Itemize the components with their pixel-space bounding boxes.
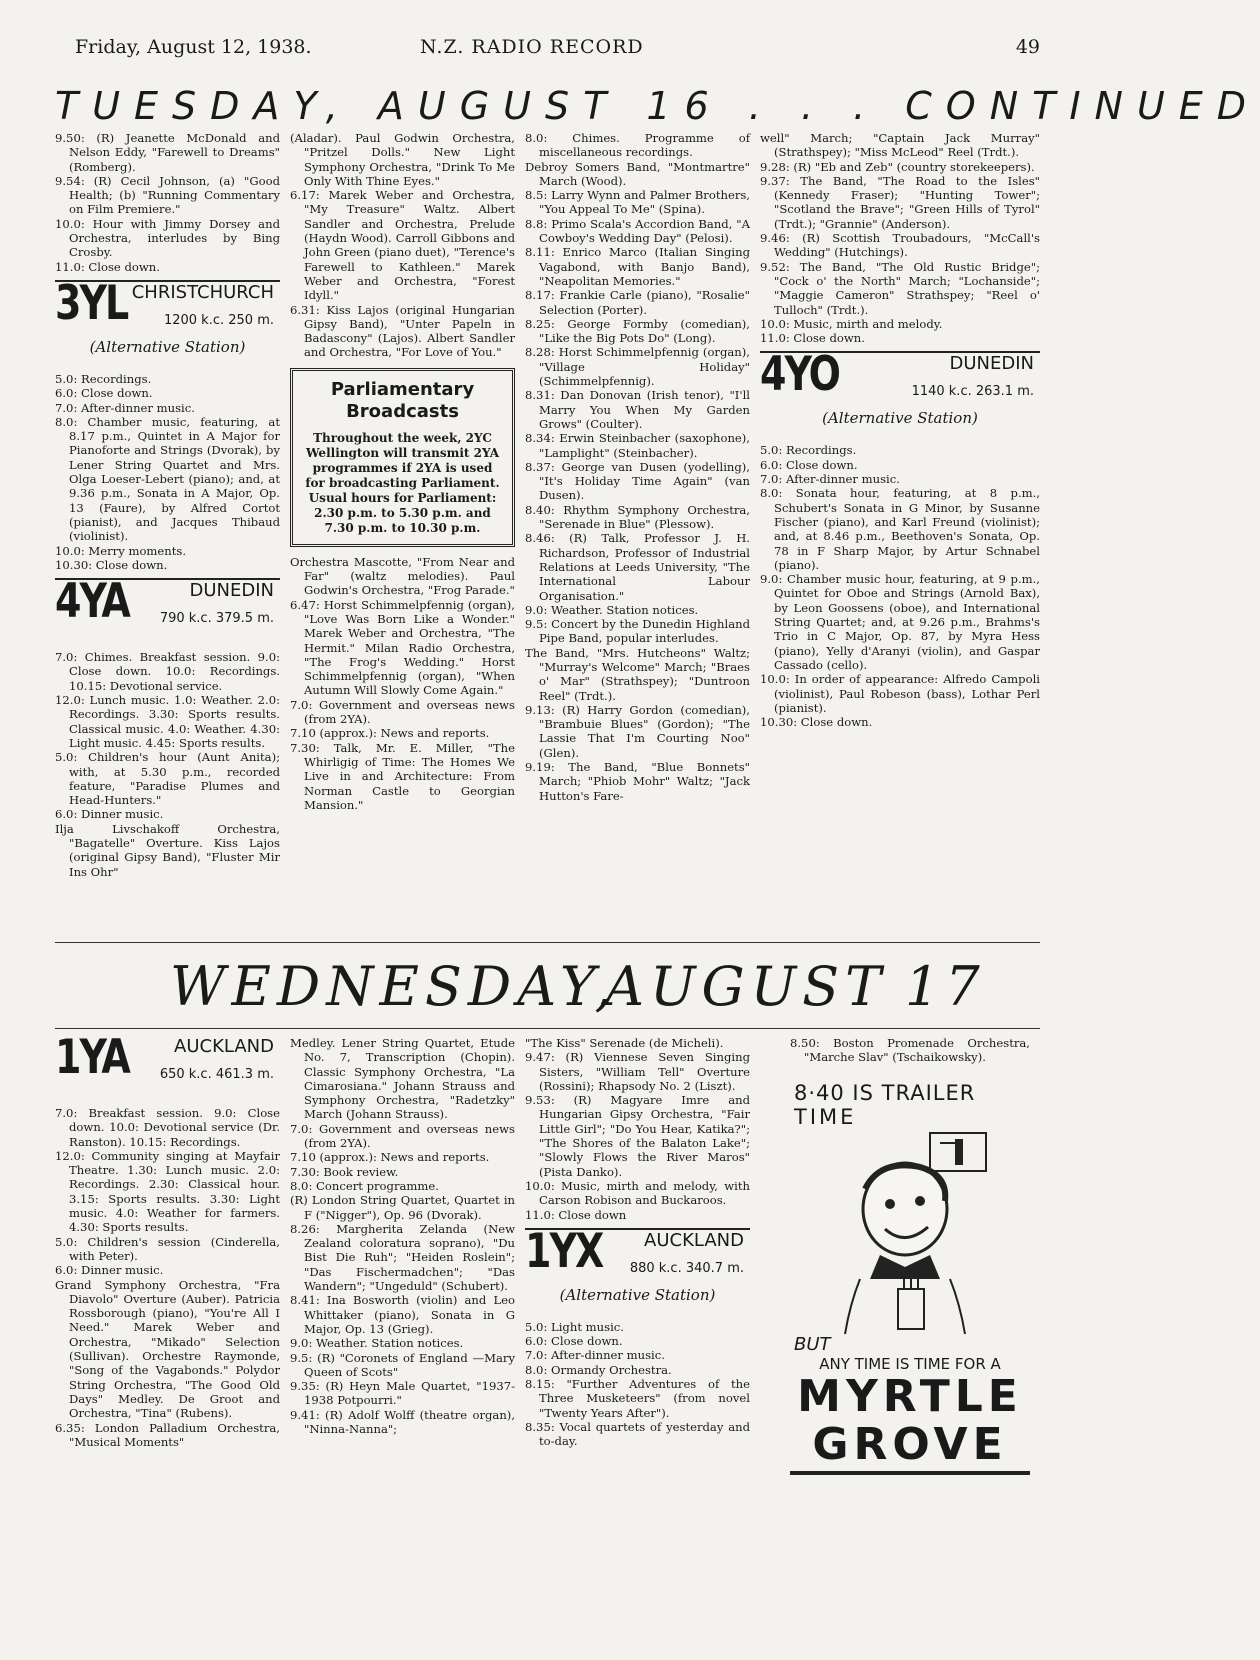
- program-list-1b: [55, 372, 280, 572]
- program-entry: Debroy Somers Band, "Montmartre" March (Wood).: [525, 159, 750, 188]
- program-entry: 7.0: Government and overseas news (from 2YA).: [290, 697, 515, 727]
- heading-month: AUGUST: [605, 955, 888, 1018]
- program-entry: 7.0: After-dinner music.: [55, 400, 195, 415]
- station-1ya: [55, 1029, 280, 1102]
- program-entry: 10.0: Music, mirth and melody, with Carson Robison and Buckaroos.: [525, 1178, 750, 1208]
- program-entry: 8.34: Erwin Steinbacher (saxophone), "Lamplight" (Steinbacher).: [525, 431, 750, 460]
- station-call: 1YA: [55, 1029, 129, 1085]
- program-entry: 8.11: Enrico Marco (Italian Singing Vagabond, with Banjo Band), "Neapolitan Memories.": [525, 245, 750, 288]
- advert-line-1: 8·40 IS TRAILER: [794, 1081, 976, 1105]
- page-number: 49: [1015, 36, 1040, 58]
- program-entry: 8.37: George van Dusen (yodelling), "It's Holiday Time Again" (van Dusen).: [525, 459, 750, 503]
- program-entry: 5.0: Light music.: [525, 1319, 624, 1334]
- program-entry: 12.0: Community singing at Mayfair Theatre. 1.30: Lunch music. 2.0: Recordings. 2.30: Classical hour. 3.15: Sports results. 3.30: Light music. 4.0: Weather for farmers. 4.30: Sports results.: [55, 1148, 280, 1235]
- program-entry: 6.47: Horst Schimmelpfennig (organ), "Love Was Born Like a Wonder." Marek Weber and Orchestra, "The Hermit." Milan Radio Orchestra, "The Frog's Wedding." Horst Schimmelpfennig (organ), "When Autumn Will Slowly Come Again.": [290, 597, 515, 698]
- program-entry: 8.17: Frankie Carle (piano), "Rosalie" Selection (Porter).: [525, 288, 750, 317]
- station-call: 1YX: [525, 1223, 603, 1279]
- station-note: (Alternative Station): [559, 1285, 716, 1304]
- wed-column-2: [290, 1036, 515, 1636]
- program-entry: well" March; "Captain Jack Murray" (Strathspey); "Miss McLeod" Reel (Trdt.).: [760, 131, 1040, 160]
- station-city: CHRISTCHURCH: [131, 281, 274, 303]
- heading-date: 17: [905, 955, 986, 1018]
- program-entry: "The Kiss" Serenade (de Micheli).: [525, 1036, 724, 1050]
- program-list-1a: [55, 131, 280, 274]
- station-frequency: 880 k.c. 340.7 m.: [629, 1260, 744, 1276]
- program-entry: 7.10 (approx.): News and reports.: [290, 1150, 490, 1165]
- program-entry: 8.40: Rhythm Symphony Orchestra, "Serenade in Blue" (Plessow).: [525, 502, 750, 532]
- program-entry: 8.8: Primo Scala's Accordion Band, "A Cowboy's Wedding Day" (Pelosi).: [525, 216, 750, 246]
- program-entry: 10.0: Music, mirth and melody.: [760, 316, 943, 331]
- issue-date: Friday, August 12, 1938.: [75, 36, 312, 58]
- program-entry: The Band, "Mrs. Hutcheons" Waltz; "Murray's Welcome" March; "Braes o' Mar" (Strathspey); "Duntroon Reel" (Trdt.).: [525, 645, 750, 703]
- station-frequency: 650 k.c. 461.3 m.: [159, 1067, 274, 1082]
- program-entry: (Aladar). Paul Godwin Orchestra, "Pritzel Dolls." New Light Symphony Orchestra, "Drink To Me Only With Thine Eyes.": [290, 131, 515, 188]
- program-entry: 6.0: Close down.: [55, 386, 153, 401]
- program-list-w3b: [525, 1320, 750, 1449]
- section-divider: [55, 1028, 1040, 1029]
- program-entry: 8.0: Chamber music, featuring, at 8.17 p.m., Quintet in A Major for Pianoforte and Strings (Dvorak), by Lener String Quartet and Mrs. Olga Loeser-Lebert (piano); and, at 9.36 p.m., Sonata in A Major, Op. 13 (Faure), by Alfred Cortot (pianist), and Jacques Thibaud (violinist).: [55, 414, 280, 544]
- notice-title: Parliamentary Broadcasts: [330, 378, 475, 422]
- advert-rule: [790, 1471, 1030, 1475]
- program-entry: 9.50: (R) Jeanette McDonald and Nelson Eddy, "Farewell to Dreams" (Romberg).: [55, 131, 280, 174]
- program-entry: Medley. Lener String Quartet, Etude No. 7, Transcription (Chopin). Classic Symphony Orchestra, "La Cimarosiana." Johann Strauss and Symphony Orchestra, "Radetzky" March (Johann Strauss).: [290, 1036, 515, 1122]
- program-entry: 10.30: Close down.: [760, 715, 873, 730]
- advert-line-4: ANY TIME IS TIME FOR A: [819, 1355, 1001, 1373]
- program-entry: 9.37: The Band, "The Road to the Isles" (Kennedy Fraser); "Hunting Tower"; "Scotland the Brave"; "Green Hills of Tyrol" (Trdt.); "Grannie" (Anderson).: [760, 173, 1040, 231]
- program-entry: 8.15: "Further Adventures of the Three Musketeers" (from novel "Twenty Years After").: [525, 1377, 750, 1420]
- tuesday-heading: TUESDAY, AUGUST 16 . . . CONTINUED: [55, 84, 1260, 128]
- station-call: 4YA: [55, 573, 129, 629]
- program-entry: Orchestra Mascotte, "From Near and Far" (waltz melodies). Paul Godwin's Orchestra, "Frog Parade.": [290, 554, 515, 598]
- program-entry: 8.41: Ina Bosworth (violin) and Leo Whittaker (piano), Sonata in G Major, Op. 13 (Grieg).: [290, 1293, 515, 1336]
- brand-name-2: GROVE: [812, 1419, 1008, 1470]
- program-entry: 11.0: Close down: [525, 1207, 627, 1222]
- program-list-w3a: [525, 1036, 750, 1222]
- program-entry: 9.19: The Band, "Blue Bonnets" March; "Phiob Mohr" Waltz; "Jack Hutton's Fare-: [525, 760, 750, 803]
- program-entry: 10.0: In order of appearance: Alfredo Campoli (violinist), Paul Robeson (bass), Lothar Perl (pianist).: [760, 672, 1040, 715]
- program-entry: 7.10 (approx.): News and reports.: [290, 726, 490, 741]
- station-1yx: [525, 1223, 750, 1316]
- program-entry: 9.0: Weather. Station notices.: [525, 602, 699, 617]
- station-city: AUCKLAND: [644, 1229, 744, 1251]
- program-entry: 9.0: Weather. Station notices.: [290, 1336, 464, 1351]
- section-divider: [55, 942, 1040, 943]
- wed-column-1: [55, 1029, 280, 1636]
- program-entry: 5.0: Children's session (Cinderella, with Peter).: [55, 1234, 280, 1263]
- station-3yl: [55, 275, 280, 368]
- program-list-1c: [55, 650, 280, 879]
- wed-column-3: [525, 1036, 750, 1636]
- program-entry: 7.0: Government and overseas news (from 2YA).: [290, 1121, 515, 1151]
- program-list-2a: [290, 131, 515, 360]
- program-entry: 5.0: Recordings.: [760, 443, 857, 458]
- station-city: DUNEDIN: [949, 353, 1034, 375]
- smoking-man-illustration: [810, 1129, 1010, 1334]
- station-frequency: 1200 k.c. 250 m.: [163, 312, 274, 328]
- program-entry: 6.17: Marek Weber and Orchestra, "My Treasure" Waltz. Albert Sandler and Orchestra, Prelude (Haydn Wood). Carroll Gibbons and John Green (piano duet), "Terence's Farewell to Kathleen." Marek Weber and Orchestra, "Forest Idyll.": [290, 188, 515, 303]
- program-entry: 9.5: (R) "Coronets of England —Mary Queen of Scots": [290, 1350, 515, 1379]
- program-list-w4: [790, 1036, 1030, 1065]
- program-entry: 9.53: (R) Magyare Imre and Hungarian Gipsy Orchestra, "Fair Little Girl"; "Do You Hear, Katika?"; "The Shores of the Balaton Lake"; "Slowly Flows the River Maros" (Pista Danko).: [525, 1093, 750, 1179]
- program-entry: 6.31: Kiss Lajos (original Hungarian Gipsy Band), "Unter Papeln in Badascony" (Lajos). Albert Sandler and Orchestra, "For Love of You.": [290, 302, 515, 360]
- wednesday-heading: [55, 955, 1040, 1025]
- page-header: [75, 36, 1040, 62]
- program-entry: 9.54: (R) Cecil Johnson, (a) "Good Health; (b) "Running Commentary on Film Premiere.": [55, 173, 280, 217]
- advert-line-3: BUT: [794, 1334, 831, 1355]
- program-entry: 8.35: Vocal quartets of yesterday and to-day.: [525, 1419, 750, 1449]
- station-city: DUNEDIN: [189, 580, 274, 602]
- program-entry: 10.0: Merry moments.: [55, 543, 187, 558]
- program-entry: 8.50: Boston Promenade Orchestra, "Marche Slav" (Tschaikowsky).: [790, 1036, 1030, 1065]
- program-list-3: [525, 131, 750, 803]
- program-entry: 6.0: Close down.: [760, 457, 858, 472]
- program-entry: 9.28: (R) "Eb and Zeb" (country storekeepers).: [760, 159, 1035, 174]
- program-entry: 12.0: Lunch music. 1.0: Weather. 2.0: Recordings. 3.30: Sports results. Classical music. 4.0: Weather. 4.30: Light music. 4.45: Sports results.: [55, 693, 280, 750]
- program-entry: 8.25: George Formby (comedian), "Like the Big Pots Do" (Long).: [525, 316, 750, 346]
- program-entry: 7.0: Breakfast session. 9.0: Close down. 10.0: Devotional service (Dr. Ranston). 10.15: Recordings.: [55, 1106, 280, 1149]
- station-note: (Alternative Station): [822, 409, 978, 428]
- myrtle-grove-advert: [790, 1081, 1030, 1626]
- program-entry: 8.0: Chimes. Programme of miscellaneous recordings.: [525, 131, 750, 160]
- station-city: AUCKLAND: [174, 1036, 274, 1057]
- column-2: [290, 131, 515, 931]
- program-list-4a: [760, 131, 1040, 345]
- program-entry: 11.0: Close down.: [760, 331, 865, 346]
- program-list-4b: [760, 443, 1040, 729]
- station-frequency: 790 k.c. 379.5 m.: [159, 611, 274, 627]
- program-entry: 8.5: Larry Wynn and Palmer Brothers, "You Appeal To Me" (Spina).: [525, 188, 750, 217]
- program-entry: 8.28: Horst Schimmelpfennig (organ), "Village Holiday" (Schimmelpfennig).: [525, 345, 750, 389]
- program-entry: 8.26: Margherita Zelanda (New Zealand coloratura soprano), "Du Bist Die Ruh"; "Heiden Roslein"; "Das Fischermadchen"; "Das Wandern"; "Ungeduld" (Schubert).: [290, 1221, 515, 1294]
- program-entry: 8.0: Ormandy Orchestra.: [525, 1362, 672, 1377]
- program-entry: 8.31: Dan Donovan (Irish tenor), "I'll Marry You When My Garden Grows" (Coulter).: [525, 388, 750, 431]
- notice-body: Throughout the week, 2YC Wellington will transmit 2YA programmes if 2YA is used for broadcasting Parliament. Usual hours for Parliament: 2.30 p.m. to 5.30 p.m. and 7.30 p.m. to 10.30 p.m.: [305, 430, 500, 535]
- station-call: 4YO: [760, 346, 839, 402]
- program-entry: 7.0: After-dinner music.: [525, 1348, 665, 1363]
- program-entry: 6.35: London Palladium Orchestra, "Musical Moments": [55, 1420, 280, 1449]
- program-entry: 9.46: (R) Scottish Troubadours, "McCall's Wedding" (Hutchings).: [760, 231, 1040, 260]
- program-entry: 11.0: Close down.: [55, 259, 160, 274]
- station-call: 3YL: [55, 275, 128, 331]
- program-entry: 8.46: (R) Talk, Professor J. H. Richardson, Professor of Industrial Relations at Leeds University, "The International Labour Organisation.": [525, 531, 750, 603]
- column-4: [760, 131, 1040, 931]
- heading-day: WEDNESDAY,: [170, 955, 618, 1018]
- program-entry: Ilja Livschakoff Orchestra, "Bagatelle" Overture. Kiss Lajos (original Gipsy Band), "Fluster Mir Ins Ohr": [55, 821, 280, 879]
- program-entry: 9.47: (R) Viennese Seven Singing Sisters, "William Tell" Overture (Rossini); Rhapsody No. 2 (Liszt).: [525, 1050, 750, 1093]
- program-entry: 8.0: Concert programme.: [290, 1178, 439, 1193]
- program-entry: 9.35: (R) Heyn Male Quartet, "1937-1938 Potpourri.": [290, 1379, 515, 1408]
- publication-name: N.Z. RADIO RECORD: [420, 36, 644, 58]
- program-entry: 7.0: After-dinner music.: [760, 472, 900, 487]
- brand-name-1: MYRTLE: [797, 1371, 1023, 1422]
- program-entry: 7.30: Talk, Mr. E. Miller, "The Whirligig of Time: The Homes We Live in and Architecture: From Norman Castle to Georgian Mansion.": [290, 740, 515, 812]
- parliamentary-notice: [290, 368, 515, 547]
- program-entry: 6.0: Dinner music.: [55, 1263, 164, 1278]
- program-entry: 9.5: Concert by the Dunedin Highland Pipe Band, popular interludes.: [525, 617, 750, 646]
- column-1: [55, 131, 280, 931]
- station-note: (Alternative Station): [89, 337, 246, 356]
- program-list-w1: [55, 1106, 280, 1449]
- program-entry: 8.0: Sonata hour, featuring, at 8 p.m., Schubert's Sonata in G Minor, by Susanne Fischer (piano), and Karl Freund (violinist); and, at 8.46 p.m., Beethoven's Sonata, Op. 78 in F Sharp Major, by Artur Schnabel (piano).: [760, 486, 1040, 572]
- advert-line-2: TIME: [794, 1105, 857, 1129]
- program-entry: 9.0: Chamber music hour, featuring, at 9 p.m., Quintet for Oboe and Strings (Arnold Bax), by Leon Goossens (oboe), and International String Quartet; and, at 9.26 p.m., Brahms's Trio in C Major, Op. 87, by Myra Hess (piano), Yelly d'Aranyi (violin), and Gaspar Cassado (cello).: [760, 572, 1040, 672]
- wed-column-4: [790, 1036, 1030, 1076]
- program-entry: 6.0: Close down.: [525, 1334, 623, 1349]
- program-entry: 5.0: Recordings.: [55, 371, 152, 386]
- program-entry: 9.41: (R) Adolf Wolff (theatre organ), "Ninna-Nanna";: [290, 1407, 515, 1437]
- program-entry: 7.0: Chimes. Breakfast session. 9.0: Close down. 10.0: Recordings. 10.15: Devotional service.: [55, 650, 280, 693]
- station-4ya: [55, 573, 280, 646]
- station-4yo: [760, 346, 1040, 439]
- program-entry: Grand Symphony Orchestra, "Fra Diavolo" Overture (Auber). Patricia Rossborough (piano), "You're All I Need." Marek Weber and Orchestra, "Mikado" Selection (Sullivan). Orchestre Raymonde, "Song of the Vagabonds." Polydor String Orchestra, "The Good Old Days" Medley. De Groot and Orchestra, "Tina" (Rubens).: [55, 1277, 280, 1421]
- station-frequency: 1140 k.c. 263.1 m.: [911, 384, 1034, 400]
- program-entry: 9.52: The Band, "The Old Rustic Bridge"; "Cock o' the North" March; "Lochanside"; "Maggie Cameron" Strathspey; "Reel o' Tulloch" (Trdt.).: [760, 259, 1040, 317]
- program-entry: 7.30: Book review.: [290, 1164, 399, 1179]
- program-entry: 10.30: Close down.: [55, 557, 168, 572]
- program-list-2b: [290, 555, 515, 812]
- program-entry: (R) London String Quartet, Quartet in F ("Nigger"), Op. 96 (Dvorak).: [290, 1193, 515, 1222]
- program-entry: 5.0: Children's hour (Aunt Anita); with, at 5.30 p.m., recorded feature, "Paradise Plumes and Head-Hunters.": [55, 750, 280, 808]
- program-entry: 9.13: (R) Harry Gordon (comedian), "Brambuie Blues" (Gordon); "The Lassie That I'm Courting Noo" (Glen).: [525, 702, 750, 760]
- program-entry: 10.0: Hour with Jimmy Dorsey and Orchestra, interludes by Bing Crosby.: [55, 216, 280, 260]
- program-entry: 6.0: Dinner music.: [55, 807, 164, 822]
- column-3: [525, 131, 750, 931]
- program-list-w2: [290, 1036, 515, 1436]
